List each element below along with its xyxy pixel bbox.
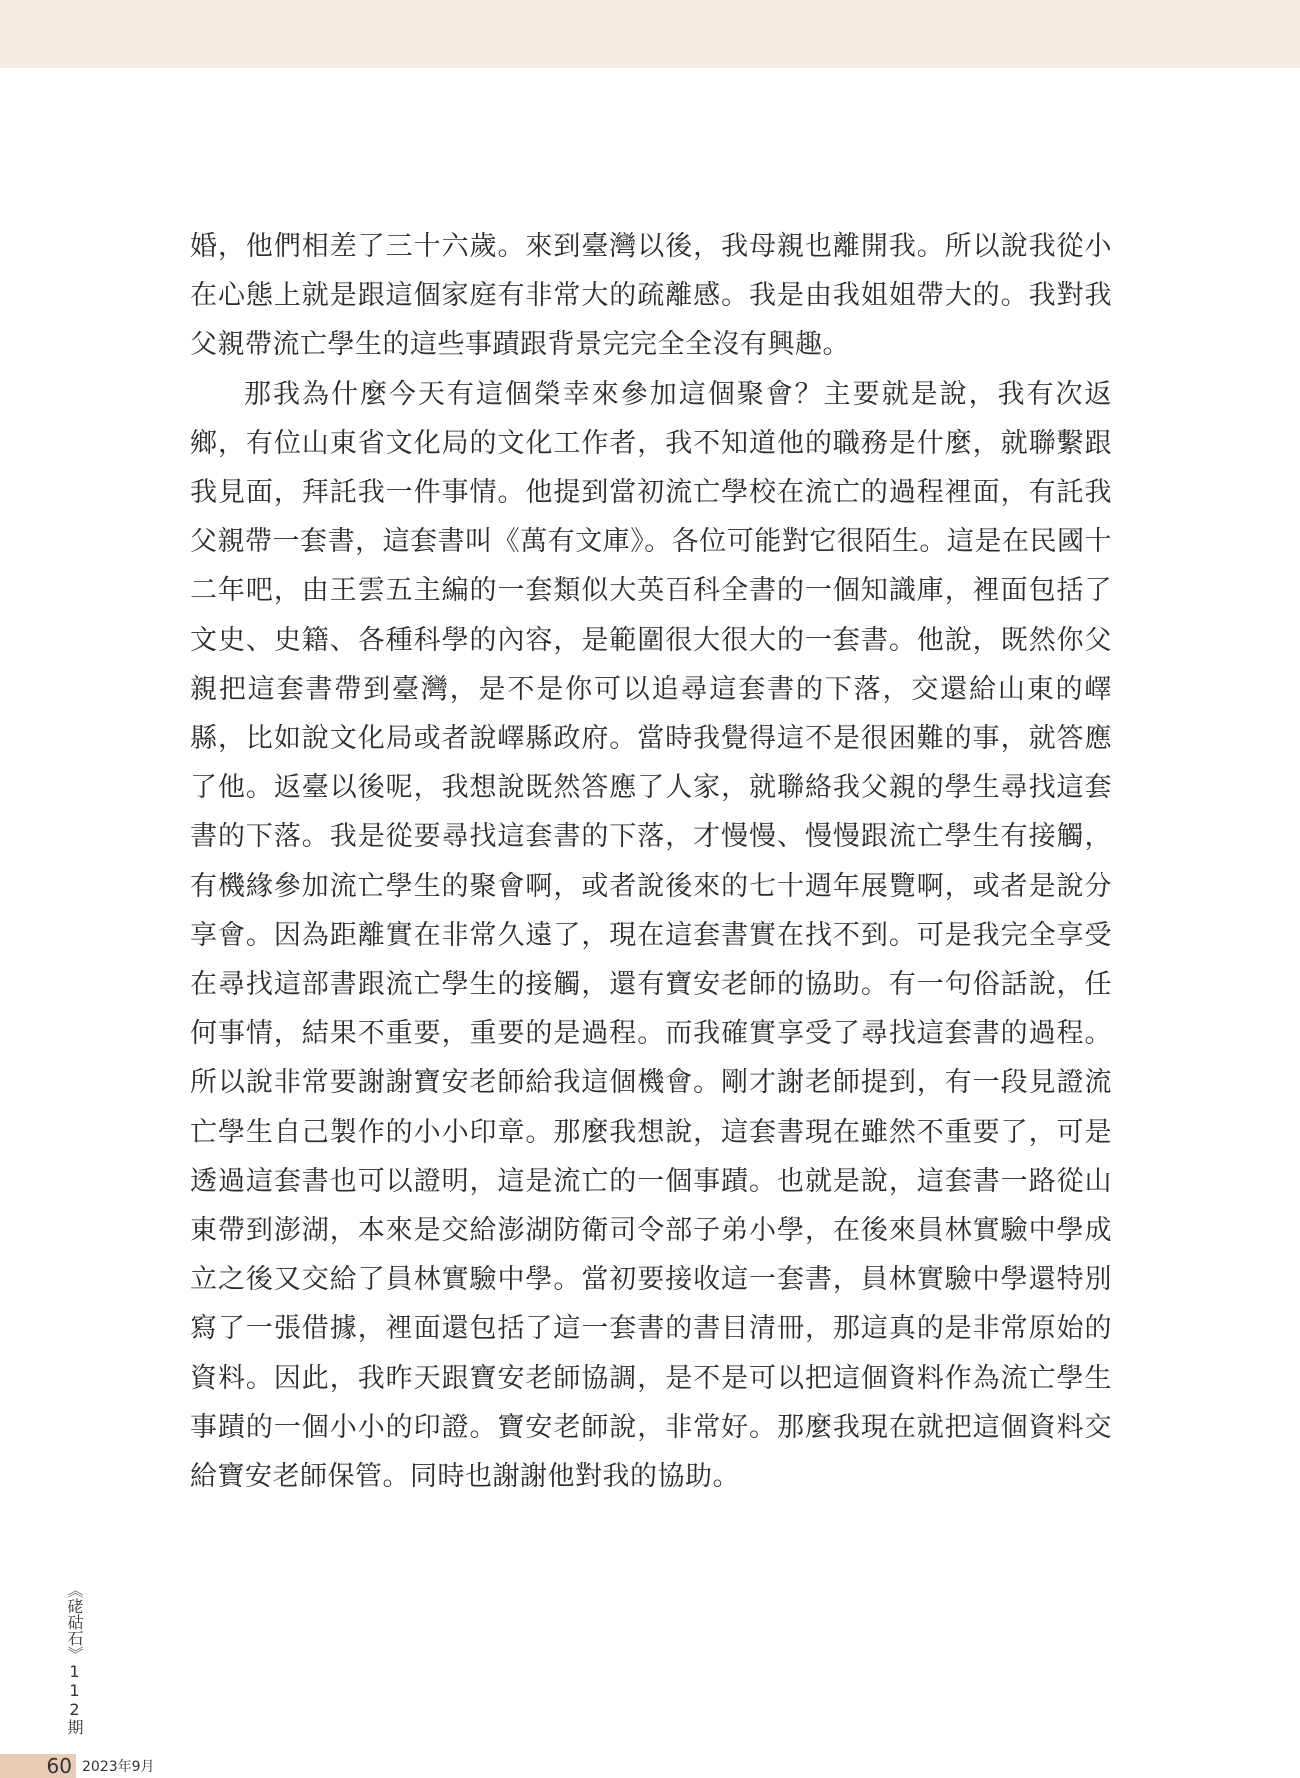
page-number: 60 bbox=[46, 1754, 72, 1778]
article-paragraph: 那我為什麼今天有這個榮幸來參加這個聚會？主要就是說，我有次返鄉，有位山東省文化局的文化工作者，我不知道他的職務是什麼，就聯繫跟我見面，拜託我一件事情。他提到當初流亡學校在流亡的過程裡面，有託我父親帶一套書，這套書叫《萬有文庫》。各位可能對它很陌生。這是在民國十二年吧，由王雲五主編的一套類似大英百科全書的一個知識庫，裡面包括了文史、史籍、各種科學的內容，是範圍很大很大的一套書。他說，既然你父親把這套書帶到臺灣，是不是你可以追尋這套書的下落，交還給山東的嶧縣，比如說文化局或者說嶧縣政府。當時我覺得這不是很困難的事，就答應了他。返臺以後呢，我想說既然答應了人家，就聯絡我父親的學生尋找這套書的下落。我是從要尋找這套書的下落，才慢慢、慢慢跟流亡學生有接觸，有機緣參加流亡學生的聚會啊，或者說後來的七十週年展覽啊，或者是說分享會。因為距離實在非常久遠了，現在這套書實在找不到。可是我完全享受在尋找這部書跟流亡學生的接觸，還有寶安老師的協助。有一句俗話說，任何事情，結果不重要，重要的是過程。而我確實享受了尋找這套書的過程。所以說非常要謝謝寶安老師給我這個機會。剛才謝老師提到，有一段見證流亡學生自己製作的小小印章。那麼我想說，這套書現在雖然不重要了，可是透過這套書也可以證明，這是流亡的一個事蹟。也就是說，這套書一路從山東帶到澎湖，本來是交給澎湖防衛司令部子弟小學，在後來員林實驗中學成立之後又交給了員林實驗中學。當初要接收這一套書，員林實驗中學還特別寫了一張借據，裡面還包括了這一套書的書目清冊，那這真的是非常原始的資料。因此，我昨天跟寶安老師協調，是不是可以把這個資料作為流亡學生事蹟的一個小小的印證。寶安老師說，非常好。那麼我現在就把這個資料交給寶安老師保管。同時也謝謝他對我的協助。 bbox=[190, 378, 1112, 1493]
header-band bbox=[0, 0, 1300, 68]
magazine-title: 《硓𥑮石》112期 bbox=[65, 1582, 84, 1735]
page-footer bbox=[0, 1754, 155, 1778]
page-number-tab bbox=[0, 1754, 76, 1778]
issue-date: 2023年9月 bbox=[82, 1759, 155, 1775]
article-body bbox=[190, 222, 1112, 1501]
article-paragraph: 婚，他們相差了三十六歲。來到臺灣以後，我母親也離開我。所以說我從小在心態上就是跟這個家庭有非常大的疏離感。我是由我姐姐帶大的。我對我父親帶流亡學生的這些事蹟跟背景完完全全沒有興趣。 bbox=[190, 231, 1112, 361]
